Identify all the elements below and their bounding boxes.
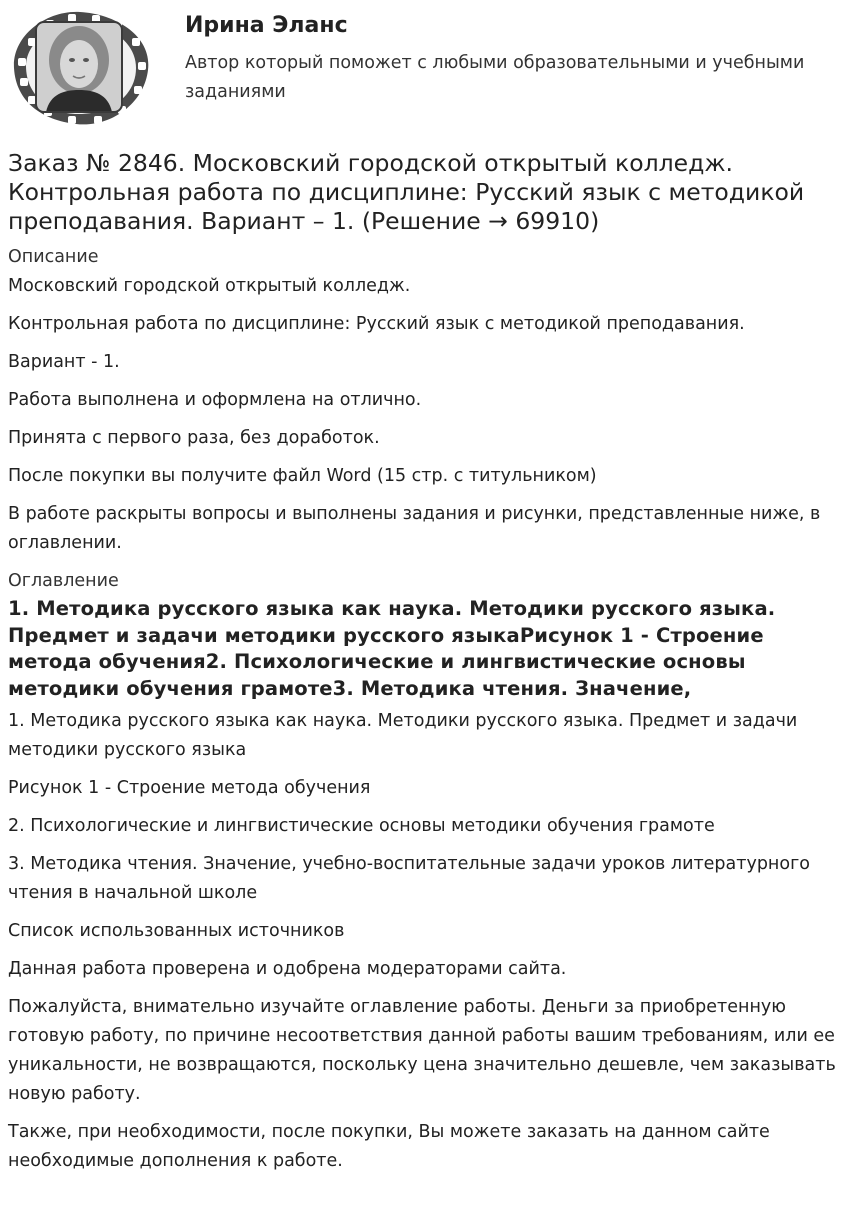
note-paragraph: Также, при необходимости, после покупки, Вы можете заказать на данном сайте необходимые дополнения к работе. — [8, 1122, 770, 1171]
description-paragraph: Контрольная работа по дисциплине: Русский язык с методикой преподавания. — [8, 314, 745, 334]
description-paragraph: Принята с первого раза, без доработок. — [8, 428, 380, 448]
toc-summary: 1. Методика русского языка как наука. Методики русского языка. Предмет и задачи методики русского языкаРисунок 1 - Строение метода обучения2. Психологические и лингвистические основы методики обучения грамоте3. Методика чтения. Значение, — [8, 597, 776, 700]
toc-list — [8, 707, 843, 946]
toc-label: Оглавление — [8, 571, 119, 591]
description-paragraph: После покупки вы получите файл Word (15 стр. с титульником) — [8, 466, 597, 486]
description-paragraph: Работа выполнена и оформлена на отлично. — [8, 390, 422, 410]
description-paragraph: Вариант - 1. — [8, 352, 120, 372]
toc-item: 1. Методика русского языка как наука. Методики русского языка. Предмет и задачи методики русского языка — [8, 711, 798, 760]
toc-item: 3. Методика чтения. Значение, учебно-воспитательные задачи уроков литературного чтения в начальной школе — [8, 854, 810, 903]
author-description: Автор который поможет с любыми образовательными и учебными заданиями — [185, 53, 805, 102]
description-paragraph: В работе раскрыты вопросы и выполнены задания и рисунки, представленные ниже, в оглавлении. — [8, 504, 821, 553]
description-label: Описание — [8, 247, 99, 267]
author-header — [0, 0, 847, 135]
page-title: Заказ № 2846. Московский городской открытый колледж. Контрольная работа по дисциплине: Русский язык с методикой преподавания. Вариант – 1. (Решение → 69910) — [8, 149, 805, 235]
toc-item: Список использованных источников — [8, 921, 345, 941]
description-paragraph: Московский городской открытый колледж. — [8, 276, 411, 296]
order-content — [8, 243, 843, 1185]
author-avatar[interactable] — [6, 6, 154, 130]
toc-item: Рисунок 1 - Строение метода обучения — [8, 778, 371, 798]
note-paragraph: Данная работа проверена и одобрена модераторами сайта. — [8, 959, 567, 979]
author-name[interactable]: Ирина Эланс — [185, 13, 348, 38]
note-paragraph: Пожалуйста, внимательно изучайте оглавление работы. Деньги за приобретенную готовую работу, по причине несоответствия данной работы вашим требованиям, или ее уникальности, не возвращаются, поскольку цена значительно дешевле, чем заказывать новую работу. — [8, 997, 836, 1104]
notes-section — [8, 955, 843, 1176]
author-photo-filmstrip-icon — [6, 6, 154, 130]
toc-item: 2. Психологические и лингвистические основы методики обучения грамоте — [8, 816, 715, 836]
description-section — [8, 272, 843, 558]
